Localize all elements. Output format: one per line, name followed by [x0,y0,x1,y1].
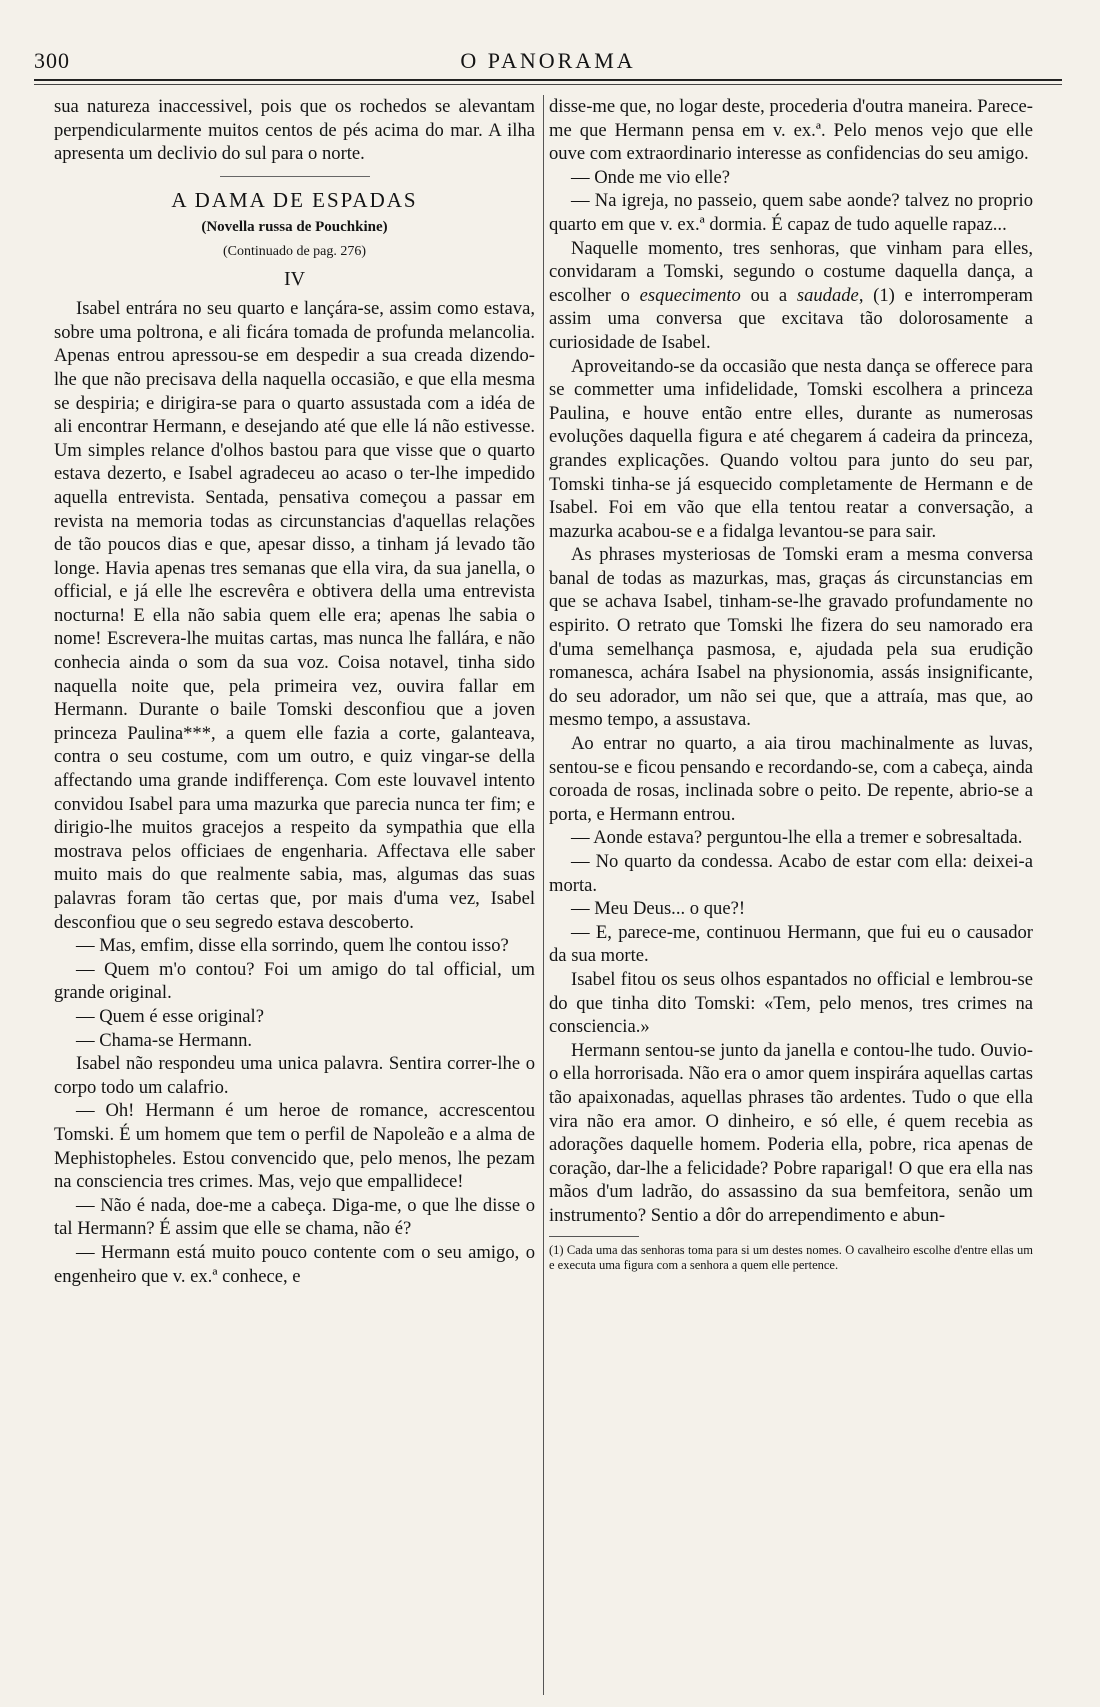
paragraph: — E, parece-me, continuou Hermann, que fui eu o causador da sua morte. [549,921,1033,967]
paragraph: disse-me que, no logar deste, procederia d'outra maneira. Parece-me que Hermann pensa em v. ex.ª. Pelo menos vejo que elle ouve com extraordinario interesse as confidencias do seu amigo. [549,96,1033,165]
article-subtitle: (Novella russa de Pouchkine) [201,219,388,236]
left-column [54,95,535,1695]
paragraph: — Não é nada, doe-me a cabeça. Diga-me, o que lhe disse o tal Hermann? É assim que elle se chama, não é? [54,1194,535,1240]
italic-term: saudade [796,284,859,306]
header-rule [34,79,1062,81]
paragraph: — Chama-se Hermann. [76,1029,253,1051]
paragraph: Isabel fitou os seus olhos espantados no official e lembrou-se do que tinha dito Tomski: «Tem, pelo menos, tres crimes na consciencia.» [549,968,1033,1038]
article-title: A DAMA DE ESPADAS [171,187,418,212]
paragraph: — Hermann está muito pouco contente com o seu amigo, o engenheiro que v. ex.ª conhece, e [54,1241,535,1287]
paragraph: — Quem m'o contou? Foi um amigo do tal official, um grande original. [54,958,535,1004]
chapter-number: IV [283,267,306,290]
paragraph: — Onde me vio elle? [571,166,731,188]
paragraph: Aproveitando-se da occasião que nesta dança se offerece para se commetter uma infidelidade, Tomski escolhera a princeza Paulina, e houve então entre elles, durante as numerosas evoluções daquella figura e até chegarem á cadeira da princeza, grandes explicações. Quando voltou para junto do seu par, Tomski tinha-se já esquecido completamente de Hermann e de Isabel. Foi em vão que ella tentou reatar a conversação, a mazurka acabou-se e a fidalga levantou-se para sair. [549,355,1033,542]
paragraph: Hermann sentou-se junto da janella e contou-lhe tudo. Ouvio-o ella horrorisada. Não era o amor quem inspirára aquellas cartas tão apaixonadas, aquellas phrases tão ardentes. Tudo o que ella vira não era amor. O dinheiro, e só elle, é quem recebia as adorações daquelle homem. Poderia ella, pobre, rica apenas de coração, dar-lhe a felicidade? Pobre raparigal! O que era ella nas mãos d'um ladrão, do assassino da sua bemfeitora, senão um instrumento? Sentio a dôr do arrependimento e abun- [549,1039,1033,1226]
paragraph: Isabel entrára no seu quarto e lançára-se, assim como estava, sobre uma poltrona, e ali ficára tomada de profunda melancolia. Apenas entrou apressou-se em despedir a sua creada dizendo-lhe que não precisava della naquella occasião, e que ella mesma se despiria; e dirigira-se para o quarto assustada com a idéa de ali encontrar Hermann, e desejando até que elle lá não estivesse. Um simples relance d'olhos bastou para que visse que o quarto estava dezerto, e Isabel agradeceu ao acaso o ter-lhe impedido aquella entrevista. Sentada, pensativa começou a passar em revista na memoria todas as circunstancias d'aquellas relações de tão poucos dias e que, apesar disso, a tinham já levado tão longe. Havia apenas tres semanas que ella vira, da sua janella, o official, e já elle lhe escrevêra e obtivera della uma entrevista nocturna! E ella não sabia quem elle era; apenas lhe sabia o nome! Escrevera-lhe muitas cartas, mas nunca lhe fallára, e não conhecia ainda o som da sua voz. Coisa notavel, tinha sido naquella noite que, pela primeira vez, ouvira fallar em Hermann. Durante o baile Tomski desconfiou que a joven princeza Paulina***, a quem elle fazia a corte, galanteava, contra o seu costume, com um outro, e quiz vingar-se della affectando uma grande indifferença. Com este louvavel intento convidou Isabel para uma mazurka que parecia nunca ter fim; e dirigio-lhe muitos gracejos a respeito da sympathia que ella mostrava pelos officiaes de engenharia. Affectava elle saber muito mais do que realmente sabia, mas, algumas das suas palavras foram tão certas que, por mais d'uma vez, Isabel desconfiou que o seu segredo estava descoberto. [54,298,535,933]
column-divider [543,95,544,1695]
italic-term: esquecimento [639,284,741,306]
text-run: Naquelle momento, tres senhoras, que vinham para elles, convidaram a Tomski, segundo o costume daquella dança, a escolher o [549,237,1033,306]
footnote-rule [549,1236,639,1237]
page-number: 300 [34,48,70,73]
footnote: (1) Cada uma das senhoras toma para si um destes nomes. O cavalheiro escolhe d'entre ellas um e executa uma figura com a senhora a quem elle pertence. [549,1242,1033,1272]
paragraph: As phrases mysteriosas de Tomski eram a mesma conversa banal de todas as mazurkas, mas, graças ás circunstancias em que se achava Isabel, tinham-se-lhe gravado profundamente no espirito. O retrato que Tomski lhe fizera do seu namorado era d'uma semelhança pasmosa, e, ajudada pela sua erudição romanesca, achára Isabel na physionomia, assás insignificante, do seu adorador, um não sei que, que a attraía, mas que, ao mesmo tempo, a assustava. [549,544,1033,731]
paragraph: — No quarto da condessa. Acabo de estar com ella: deixei-a morta. [549,851,1033,896]
continued-note: (Continuado de pag. 276) [222,243,367,259]
separator-rule [220,176,370,177]
paragraph: — Oh! Hermann é um heroe de romance, accrescentou Tomski. É um homem que tem o perfil de Napoleão e a alma de Mephistopheles. Estou convencido que, pelo menos, lhe pezam na consciencia tres crimes. Mas, vejo que empallidece! [54,1100,535,1193]
text-run: ou a [740,284,797,306]
paragraph: — Meu Deus... o que?! [571,898,746,920]
paragraph: Ao entrar no quarto, a aia tirou machinalmente as luvas, sentou-se e ficou pensando e recordando-se, com a cabeça, ainda coroada de rosas, inclinada sobre o peito. De repente, abrio-se a porta, e Hermann entrou. [549,733,1033,825]
paragraph: — Mas, emfim, disse ella sorrindo, quem lhe contou isso? [76,935,509,957]
page-header [34,40,1062,80]
right-column [549,95,1033,1695]
text-run: , (1) e interromperam assim uma conversa que excitava tão dolorosamente a curiosidade de Isabel. [549,284,1033,353]
paragraph: — Na igreja, no passeio, quem sabe aonde? talvez no proprio quarto em que v. ex.ª dormia. É capaz de tudo aquelle rapaz... [549,190,1033,235]
paragraph: Isabel não respondeu uma unica palavra. Sentira correr-lhe o corpo todo um calafrio. [54,1053,535,1098]
paragraph: — Quem é esse original? [76,1005,264,1027]
paragraph: sua natureza inaccessivel, pois que os rochedos se alevantam perpendicularmente muitos centos de pés acima do mar. A ilha apresenta um declivio do sul para o norte. [54,96,535,165]
running-title: O PANORAMA [460,48,636,73]
paragraph: — Aonde estava? perguntou-lhe ella a tremer e sobresaltada. [571,827,1023,849]
header-rule-thin [34,84,1062,85]
paragraph [549,237,1033,355]
